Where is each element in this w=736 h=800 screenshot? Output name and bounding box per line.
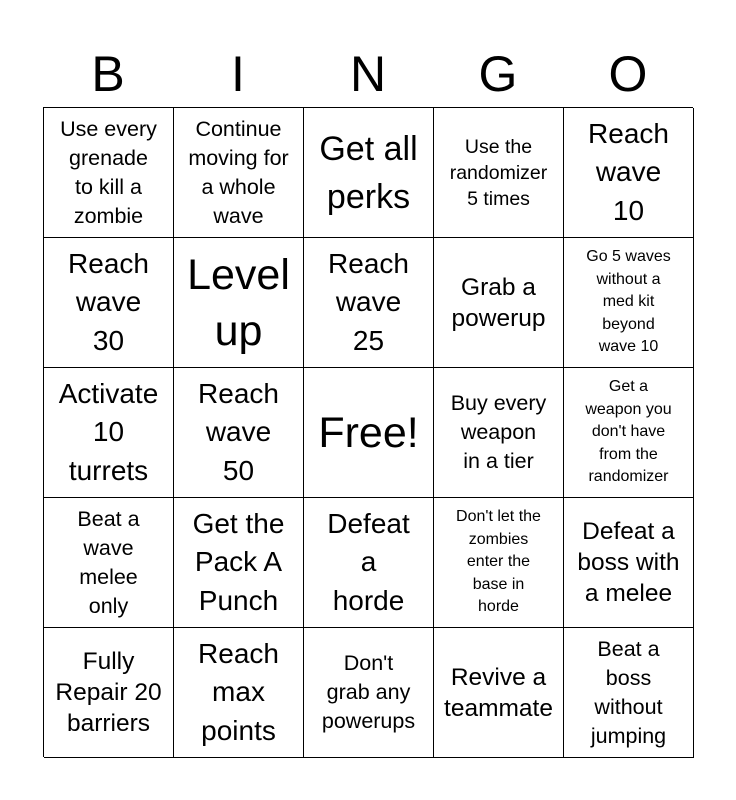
cell-text: Activate 10 turrets <box>58 377 159 486</box>
cell-text: Use every grenade to kill a zombie <box>60 116 157 228</box>
bingo-cell[interactable] <box>434 628 564 758</box>
bingo-cell[interactable] <box>44 628 174 758</box>
bingo-cell[interactable] <box>174 368 304 498</box>
bingo-cell[interactable] <box>434 368 564 498</box>
bingo-cell[interactable] <box>174 238 304 368</box>
cell-text: Fully Repair 20 barriers <box>55 648 162 737</box>
cell-text: Buy every weapon in a tier <box>450 391 547 473</box>
bingo-cell[interactable] <box>564 368 694 498</box>
bingo-cell[interactable] <box>564 628 694 758</box>
cell-text: Don't let the zombies enter the base in horde <box>456 508 541 616</box>
header-letter-o: O <box>608 46 648 102</box>
header-letter-n: N <box>349 46 387 102</box>
cell-text: Grab a powerup <box>451 273 546 332</box>
cell-text: Use the randomizer 5 times <box>449 135 548 210</box>
bingo-board <box>43 107 693 757</box>
bingo-cell[interactable] <box>44 108 174 238</box>
bingo-cell[interactable] <box>44 498 174 628</box>
cell-text: Free! <box>318 408 419 457</box>
cell-text: Get the Pack A Punch <box>192 507 285 616</box>
bingo-cell[interactable] <box>174 628 304 758</box>
cell-text: Reach wave 25 <box>328 247 409 356</box>
cell-text: Don't grab any powerups <box>321 651 416 733</box>
bingo-cell[interactable] <box>174 498 304 628</box>
bingo-cell[interactable] <box>304 498 434 628</box>
cell-text: Continue moving for a whole wave <box>188 116 289 228</box>
header-letter-i: I <box>231 46 245 102</box>
bingo-cell[interactable] <box>564 498 694 628</box>
bingo-cell[interactable] <box>434 498 564 628</box>
cell-text: Reach wave 10 <box>588 117 669 226</box>
header-letter-g: G <box>478 46 518 102</box>
bingo-cell[interactable] <box>44 238 174 368</box>
cell-text: Defeat a horde <box>327 507 410 616</box>
free-space-cell[interactable] <box>304 368 434 498</box>
bingo-cell[interactable] <box>564 108 694 238</box>
bingo-cell[interactable] <box>174 108 304 238</box>
cell-text: Reach wave 50 <box>198 377 279 486</box>
header-letter-b: B <box>91 46 125 102</box>
bingo-cell[interactable] <box>304 628 434 758</box>
cell-text: Revive a teammate <box>444 663 553 722</box>
cell-text: Get all perks <box>319 129 418 216</box>
bingo-cell[interactable] <box>434 108 564 238</box>
cell-text: Reach wave 30 <box>68 247 149 356</box>
bingo-header <box>43 40 693 108</box>
bingo-cell[interactable] <box>44 368 174 498</box>
bingo-cell[interactable] <box>304 238 434 368</box>
bingo-cell[interactable] <box>564 238 694 368</box>
cell-text: Get a weapon you don't have from the randomizer <box>585 378 672 486</box>
cell-text: Reach max points <box>198 637 279 746</box>
bingo-cell[interactable] <box>304 108 434 238</box>
cell-text: Level up <box>187 250 290 355</box>
cell-text: Defeat a boss with a melee <box>577 518 680 607</box>
cell-text: Beat a boss without jumping <box>590 636 667 748</box>
bingo-cell[interactable] <box>434 238 564 368</box>
cell-text: Beat a wave melee only <box>77 506 140 618</box>
cell-text: Go 5 waves without a med kit beyond wave 10 <box>586 248 671 356</box>
